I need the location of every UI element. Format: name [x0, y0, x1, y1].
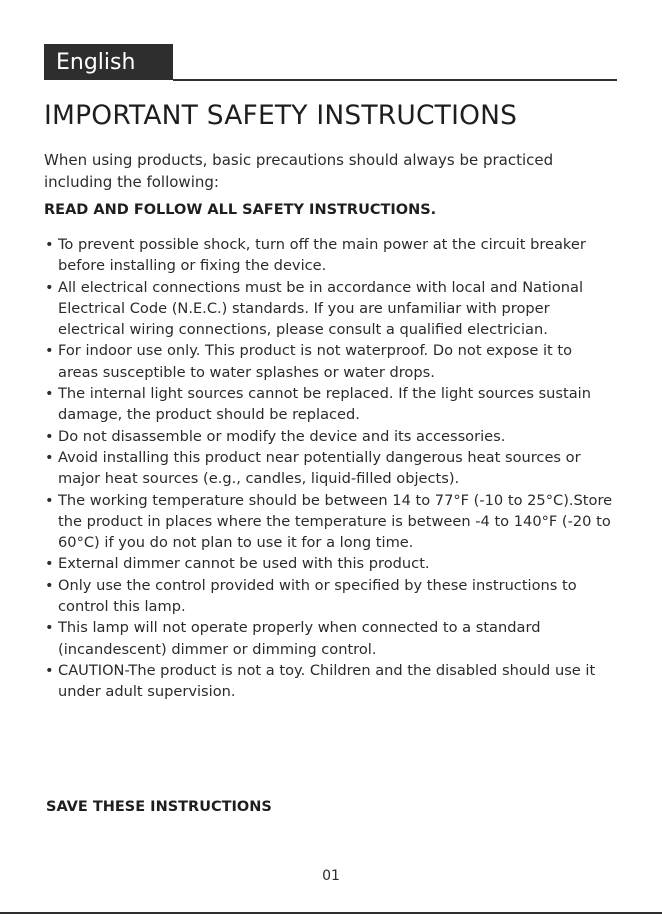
intro-paragraph: When using products, basic precautions should always be practiced including the following: — [44, 151, 554, 191]
bullet-icon: • — [45, 491, 54, 509]
bullet-icon: • — [45, 619, 54, 637]
list-item-text: CAUTION-The product is not a toy. Children and the disabled should use it under adult supervision. — [58, 661, 596, 701]
list-item — [44, 575, 616, 618]
language-header — [44, 44, 617, 81]
bullet-icon: • — [45, 576, 54, 594]
list-item-text: The working temperature should be between 14 to 77°F (-10 to 25°C).Store the product in places where the temperature is between -4 to 140°F (-20 to 60°C) if you do not plan to use it for a long time. — [58, 491, 613, 552]
list-item — [44, 383, 616, 426]
list-item — [44, 426, 616, 447]
list-item-text: To prevent possible shock, turn off the main power at the circuit breaker before installing or fixing the device. — [58, 236, 586, 275]
list-item-text: External dimmer cannot be used with this product. — [58, 555, 430, 573]
save-instructions-heading: SAVE THESE INSTRUCTIONS — [46, 799, 272, 815]
list-item — [44, 277, 616, 341]
page-title: IMPORTANT SAFETY INSTRUCTIONS — [44, 100, 518, 131]
safety-instruction-list — [44, 234, 616, 703]
list-item — [44, 340, 616, 383]
bullet-icon: • — [45, 555, 54, 573]
list-item — [44, 617, 616, 660]
bullet-icon: • — [45, 278, 54, 296]
list-item-text: Avoid installing this product near potentially dangerous heat sources or major heat sources (e.g., candles, liquid-filled objects). — [58, 448, 581, 488]
list-item-text: This lamp will not operate properly when connected to a standard (incandescent) dimmer or dimming control. — [58, 619, 541, 658]
list-item-text: Do not disassemble or modify the device and its accessories. — [58, 427, 506, 445]
list-item-text: For indoor use only. This product is not waterproof. Do not expose it to areas susceptible to water splashes or water drops. — [58, 342, 573, 381]
bullet-icon: • — [45, 448, 54, 466]
list-item — [44, 490, 616, 554]
language-label: English — [44, 44, 173, 80]
bullet-icon: • — [45, 661, 54, 679]
list-item-text: All electrical connections must be in accordance with local and National Electrical Code (N.E.C.) standards. If you are unfamiliar with proper electrical wiring connections, please consult a qualified electrician. — [58, 278, 584, 339]
bullet-icon: • — [45, 427, 54, 445]
bullet-icon: • — [45, 342, 54, 360]
list-item — [44, 660, 616, 703]
header-divider — [173, 79, 617, 81]
bullet-icon: • — [45, 236, 54, 253]
read-follow-heading: READ AND FOLLOW ALL SAFETY INSTRUCTIONS. — [44, 202, 437, 218]
list-item-text: The internal light sources cannot be replaced. If the light sources sustain damage, the product should be replaced. — [58, 385, 591, 424]
bullet-icon: • — [45, 385, 54, 403]
list-item — [44, 553, 616, 574]
list-item — [44, 447, 616, 490]
list-item-text: Only use the control provided with or specified by these instructions to control this lamp. — [58, 576, 577, 616]
page-number: 01 — [322, 868, 340, 884]
list-item — [44, 234, 616, 277]
